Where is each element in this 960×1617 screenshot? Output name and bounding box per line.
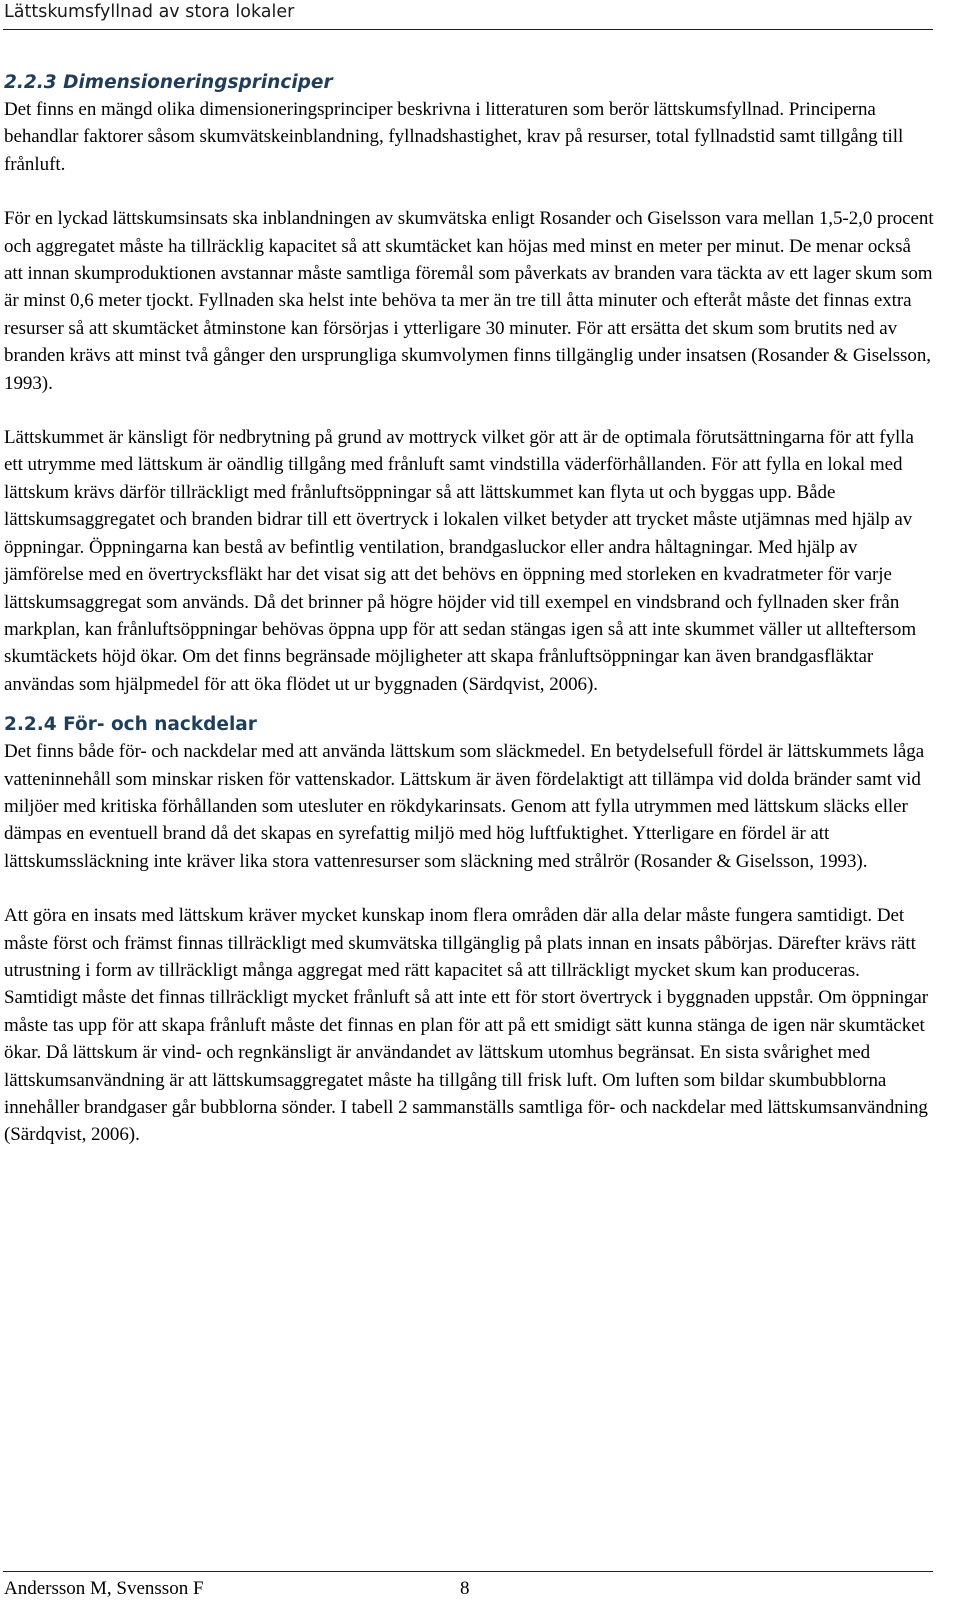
paragraph-spacer: [4, 875, 934, 902]
paragraph-backpressure-venting: Lättskummet är känsligt för nedbrytning på grund av mottryck vilket gör att är de optimala förutsättningarna för att fylla ett utrymme med lättskum är oändlig tillgång med frånluft samt vindstilla väderförhållanden. För att fylla en lokal med lättskum krävs därför tillräckligt med frånluftsöppningar så att lättskummet kan flyta ut och byggas upp. Både lättskumsaggregatet och branden bidrar till ett övertryck i lokalen vilket betyder att trycket måste utjämnas med hjälp av öppningar. Öppningarna kan bestå av befintlig ventilation, brandgasluckor eller andra håltagningar. Med hjälp av jämförelse med en övertrycksfläkt har det visat sig att det behövs en öppning med storleken en kvadratmeter för varje lättskumsaggregat som används. Då det brinner på högre höjder vid till exempel en vindsbrand och fyllnaden sker från markplan, kan frånluftsöppningar behövas öppna upp för att sedan stängas igen så att inte skummet väller ut allteftersom skumtäckets höjd ökar. Om det finns begränsade möjligheter att skapa frånluftsöppningar kan även brandgasfläktar användas som hjälpmedel för att öka flödet ut ur byggnaden (Särdqvist, 2006).: [4, 427, 917, 695]
header-divider: [3, 29, 933, 30]
paragraph-intro-principles: Det finns en mängd olika dimensioneringsprinciper beskrivna i litteraturen som berör lättskumsfyllnad. Principerna behandlar faktorer såsom skumvätskeinblandning, fyllnadshastighet, krav på resurser, total fyllnadstid samt tillgång till frånluft.: [4, 99, 904, 175]
running-header-title: Lättskumsfyllnad av stora lokaler: [4, 2, 295, 22]
footer-authors: Andersson M, Svensson F: [4, 1578, 204, 1599]
paragraph-spacer: [4, 178, 934, 205]
section-heading-dimensioneringsprinciper: 2.2.3 Dimensioneringsprinciper: [4, 72, 333, 93]
paragraph-advantages: Det finns både för- och nackdelar med att använda lättskum som släckmedel. En betydelsefull fördel är lättskummets låga vatteninnehåll som minskar risken för vattenskador. Lättskum är även fördelaktigt att tillämpa vid dolda bränder samt vid miljöer med kritiska förhållanden som utesluter en rökdykarinsats. Genom att fylla utrymmen med lättskum släcks eller dämpas en eventuell brand då det skapas en syrefattig miljö med hög luftfuktighet. Ytterligare en fördel är att lättskumssläckning inte kräver lika stora vattenresurser som släckning med strålrör (Rosander & Giselsson, 1993).: [4, 741, 925, 872]
paragraph-disadvantages: Att göra en insats med lättskum kräver mycket kunskap inom flera områden där alla delar måste fungera samtidigt. Det måste först och främst finnas tillräckligt med skumvätska tillgänglig på plats innan en insats påbörjas. Därefter krävs rätt utrustning i form av tillräckligt många aggregat med rätt kapacitet så att tillräckligt mycket skum kan produceras. Samtidigt måste det finnas tillräckligt mycket frånluft så att inte ett för stort övertryck i byggnaden uppstår. Om öppningar måste tas upp för att skapa frånluft måste det finnas en plan för att på ett smidigt sätt kunna stänga de igen när skumtäcket ökar. Då lättskum är vind- och regnkänsligt är användandet av lättskum utomhus begränsat. En sista svårighet med lättskumsanvändning är att lättskumsaggregatet måste ha tillgång till frisk luft. Om luften som bildar skumbubblorna innehåller brandgaser går bubblorna sönder. I tabell 2 sammanställs samtliga för- och nackdelar med lättskumsanvändning (Särdqvist, 2006).: [4, 905, 929, 1146]
footer-divider: [3, 1571, 933, 1572]
page-body: [4, 70, 934, 1149]
paragraph-spacer: [4, 397, 934, 424]
paragraph-rosander-giselsson-criteria: För en lyckad lättskumsinsats ska inblandningen av skumvätska enligt Rosander och Giselsson vara mellan 1,5-2,0 procent och aggregatet måste ha tillräcklig kapacitet så att skumtäcket kan höjas med minst en meter per minut. De menar också att innan skumproduktionen avstannar måste samtliga föremål som påverkats av branden vara täckta av ett lager skum som är minst 0,6 meter tjockt. Fyllnaden ska helst inte behöva ta mer än tre till åtta minuter och efteråt måste det finnas extra resurser så att skumtäcket åtminstone kan försörjas i ytterligare 30 minuter. För att ersätta det skum som brutits ned av branden krävs att minst två gånger den ursprungliga skumvolymen finns tillgänglig under insatsen (Rosander & Giselsson, 1993).: [4, 208, 934, 394]
footer-page-number: 8: [460, 1578, 470, 1599]
section-heading-for-och-nackdelar: 2.2.4 För- och nackdelar: [4, 714, 257, 736]
